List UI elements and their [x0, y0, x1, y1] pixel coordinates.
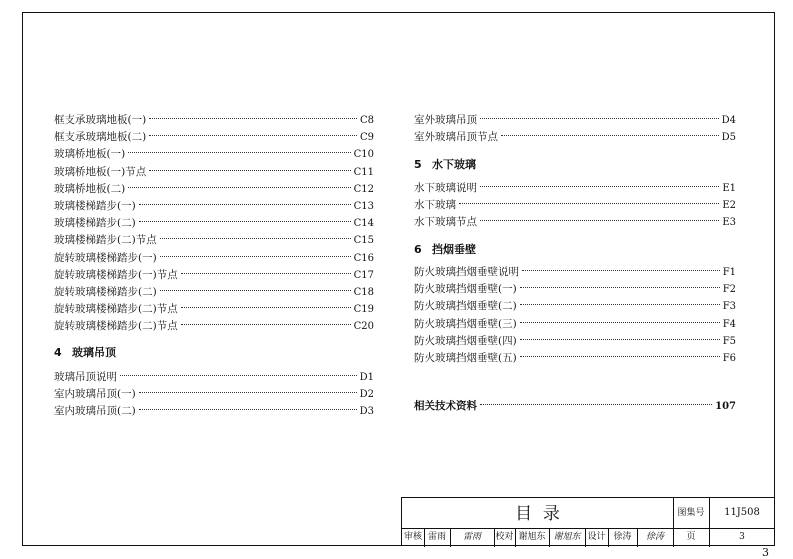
entry-code: D4: [721, 115, 736, 126]
entry-code: E2: [722, 200, 736, 212]
atlas-label: 图集号: [677, 508, 705, 518]
entry-label: 防火玻璃挡烟垂壁(三): [414, 317, 517, 330]
entry-label: 水下玻璃节点: [414, 216, 477, 229]
toc-entry[interactable]: [54, 124, 374, 144]
toc-entry[interactable]: [54, 364, 374, 383]
entry-code: C15: [353, 235, 374, 247]
toc-entry[interactable]: [54, 313, 374, 333]
page-label: 页: [686, 532, 696, 542]
toc-entry[interactable]: [54, 398, 374, 418]
entry-code: C9: [359, 132, 374, 144]
entry-label: 旋转玻璃楼梯踏步(二): [54, 286, 157, 298]
leader-dots: [181, 262, 351, 278]
entry-code: C20: [353, 321, 374, 333]
entry-label: 旋转玻璃楼梯踏步(二)节点: [54, 320, 178, 333]
review-label: 审核: [403, 532, 422, 542]
entry-code: D5: [721, 132, 736, 144]
toc-entry[interactable]: [54, 159, 374, 178]
entry-label: 玻璃楼梯踏步(二): [54, 217, 136, 230]
designer-signature: 徐涛: [645, 532, 664, 542]
checker-signature: 谢旭东: [553, 532, 581, 542]
entry-label: 室内玻璃吊顶(二): [54, 405, 136, 418]
entry-code: F2: [722, 284, 736, 296]
toc-entry[interactable]: [54, 193, 374, 212]
entry-code: D1: [359, 372, 374, 383]
entry-code: 107: [715, 401, 736, 412]
entry-label: 相关技术资料: [414, 400, 477, 412]
toc-entry[interactable]: [414, 345, 736, 364]
title-block: [401, 497, 775, 546]
entry-label: 室内玻璃吊顶(一): [54, 388, 136, 401]
reviewer-signature: 雷雨: [462, 532, 481, 542]
page-number: 3: [762, 546, 769, 559]
entry-label: 玻璃楼梯踏步(二)节点: [54, 234, 157, 247]
leader-dots: [160, 279, 351, 295]
entry-label: 防火玻璃挡烟垂壁(五): [414, 352, 517, 364]
leader-dots: [181, 313, 351, 329]
entry-label: 旋转玻璃楼梯踏步(一)节点: [54, 268, 178, 281]
section-5-heading: [414, 157, 476, 173]
toc-entry[interactable]: [414, 209, 736, 229]
toc-entry[interactable]: [414, 192, 736, 212]
section-6-title: 挡烟垂壁: [432, 243, 476, 256]
leader-dots: [520, 328, 720, 344]
leader-dots: [120, 364, 357, 380]
leader-dots: [480, 393, 712, 409]
leader-dots: [480, 209, 719, 225]
entry-label: 室外玻璃吊顶节点: [414, 131, 498, 144]
entry-label: 防火玻璃挡烟垂壁(一): [414, 283, 517, 296]
section-4-number: 4: [54, 346, 62, 359]
page-value: 3: [739, 532, 745, 542]
entry-label: 旋转玻璃楼梯踏步(一): [54, 251, 157, 264]
entry-code: F4: [722, 318, 736, 330]
leader-dots: [139, 381, 357, 397]
entry-label: 玻璃桥地板(一)节点: [54, 165, 147, 178]
entry-label: 室外玻璃吊顶: [414, 114, 477, 126]
entry-code: E3: [722, 217, 736, 229]
leader-dots: [160, 245, 351, 261]
entry-code: C14: [353, 218, 374, 230]
leader-dots: [160, 227, 351, 243]
entry-code: F5: [722, 335, 736, 347]
leader-dots: [501, 124, 719, 140]
section-4-title: 玻璃吊顶: [72, 346, 116, 359]
leader-dots: [128, 141, 350, 157]
toc-entry[interactable]: [414, 124, 736, 144]
toc-entry[interactable]: [414, 107, 736, 126]
toc-entry[interactable]: [54, 279, 374, 298]
leader-dots: [520, 276, 720, 292]
toc-entry[interactable]: [414, 175, 736, 194]
entry-code: C19: [353, 304, 374, 316]
entry-code: C13: [353, 201, 374, 212]
entry-label: 玻璃吊顶说明: [54, 371, 117, 383]
entry-label: 玻璃楼梯踏步(一): [54, 200, 136, 212]
leader-dots: [181, 296, 351, 312]
entry-code: C10: [353, 149, 374, 161]
entry-code: F3: [722, 301, 736, 313]
leader-dots: [520, 293, 720, 309]
entry-code: C12: [353, 183, 374, 195]
toc-entry[interactable]: [54, 107, 374, 126]
toc-entry[interactable]: [414, 259, 736, 278]
check-label: 校对: [495, 532, 514, 542]
toc-entry[interactable]: [54, 210, 374, 230]
toc-entry[interactable]: [54, 141, 374, 161]
leader-dots: [520, 345, 720, 361]
entry-code: C11: [353, 166, 374, 178]
entry-label: 旋转玻璃楼梯踏步(二)节点: [54, 303, 178, 316]
entry-label: 水下玻璃: [414, 199, 456, 212]
related-entry[interactable]: [414, 393, 736, 412]
leader-dots: [459, 192, 719, 208]
toc-entry[interactable]: [54, 176, 374, 195]
leader-dots: [128, 176, 350, 192]
reviewer-name: 雷雨: [427, 532, 446, 542]
entry-label: 框支承玻璃地板(一): [54, 114, 147, 126]
leader-dots: [149, 124, 357, 140]
toc-entry[interactable]: [414, 328, 736, 347]
section-6-number: 6: [414, 243, 422, 256]
entry-label: 玻璃桥地板(一): [54, 148, 126, 161]
leader-dots: [149, 159, 350, 175]
toc-entry[interactable]: [54, 227, 374, 247]
entry-code: E1: [722, 183, 736, 194]
design-label: 设计: [587, 532, 606, 542]
leader-dots: [480, 107, 719, 123]
toc-entry[interactable]: [414, 293, 736, 313]
toc-entry[interactable]: [414, 276, 736, 296]
leader-dots: [149, 107, 357, 123]
section-5-title: 水下玻璃: [432, 158, 476, 171]
toc-entry[interactable]: [54, 262, 374, 281]
entry-label: 水下玻璃说明: [414, 182, 477, 194]
leader-dots: [139, 398, 357, 414]
designer-name: 徐涛: [613, 532, 632, 542]
section-4-heading: [54, 345, 116, 361]
atlas-value: 11J508: [724, 507, 760, 518]
entry-code: C16: [353, 252, 374, 264]
section-6-heading: [414, 242, 476, 258]
toc-entry[interactable]: [54, 381, 374, 401]
checker-name: 谢旭东: [518, 532, 546, 542]
entry-code: F1: [722, 267, 736, 278]
entry-code: D2: [359, 389, 374, 401]
toc-entry[interactable]: [54, 245, 374, 264]
entry-code: C17: [353, 269, 374, 281]
leader-dots: [522, 259, 720, 275]
entry-label: 防火玻璃挡烟垂壁(四): [414, 334, 517, 347]
entry-code: C18: [353, 287, 374, 298]
leader-dots: [520, 311, 720, 327]
entry-label: 防火玻璃挡烟垂壁说明: [414, 266, 519, 278]
leader-dots: [139, 210, 351, 226]
entry-code: D3: [359, 406, 374, 418]
entry-code: F6: [722, 353, 736, 364]
entry-label: 玻璃桥地板(二): [54, 182, 126, 195]
leader-dots: [480, 175, 719, 191]
title-block-title: 目 录: [515, 504, 560, 524]
toc-entry[interactable]: [54, 296, 374, 316]
toc-entry[interactable]: [414, 311, 736, 330]
entry-label: 框支承玻璃地板(二): [54, 131, 147, 144]
entry-code: C8: [359, 115, 374, 126]
leader-dots: [139, 193, 351, 209]
entry-label: 防火玻璃挡烟垂壁(二): [414, 300, 517, 313]
section-5-number: 5: [414, 158, 422, 171]
